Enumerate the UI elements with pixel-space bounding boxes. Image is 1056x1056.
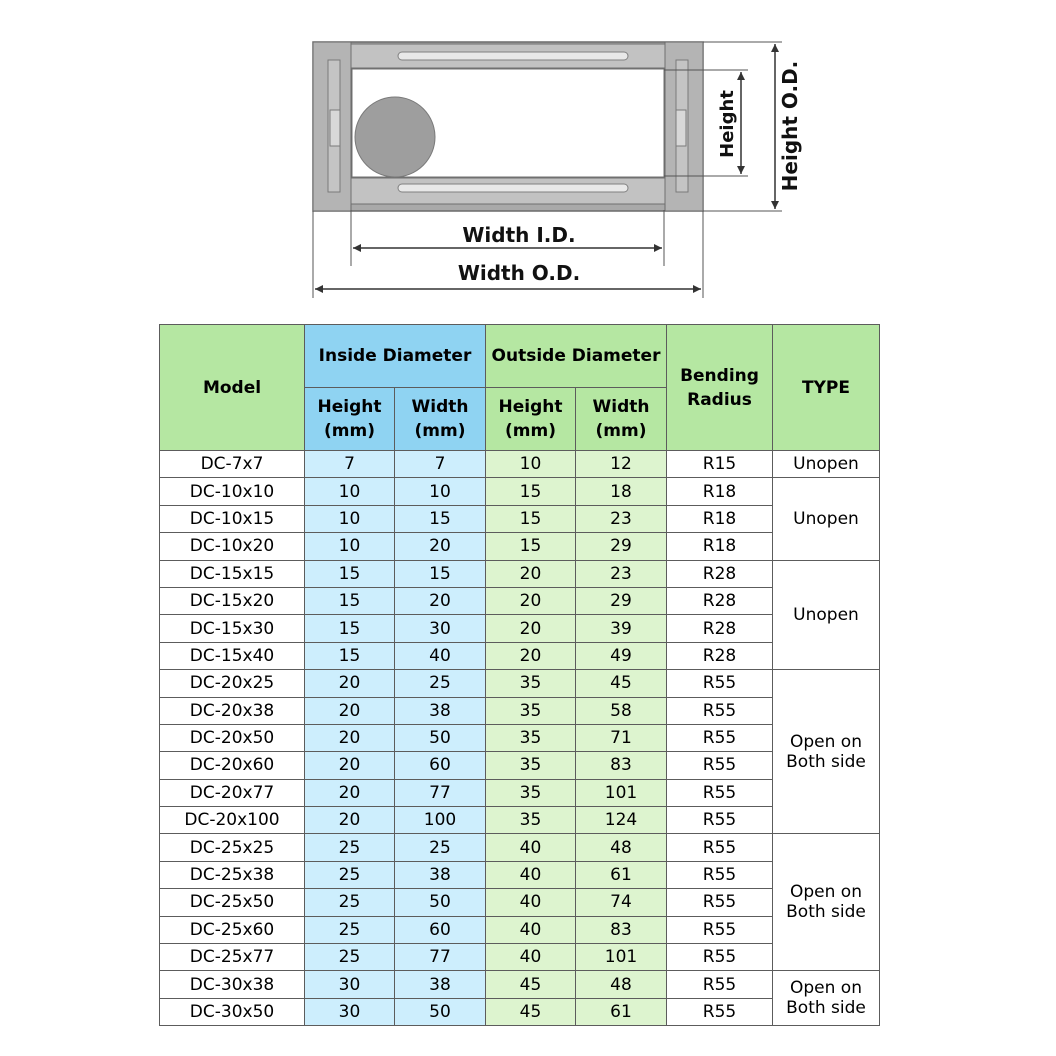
outside-height-cell: 40 [486,944,576,971]
model-cell: DC-15x20 [160,587,305,614]
outside-height-cell: 45 [486,998,576,1025]
bending-radius-cell: R18 [667,505,773,532]
outside-width-cell: 83 [576,916,667,943]
outside-height-cell: 40 [486,834,576,861]
bending-radius-cell: R55 [667,889,773,916]
bending-radius-cell: R28 [667,587,773,614]
inside-height-cell: 15 [305,642,395,669]
outside-height-cell: 15 [486,478,576,505]
outside-width-cell: 74 [576,889,667,916]
bending-radius-cell: R55 [667,670,773,697]
header-inside-width [395,388,486,451]
header-outside-height [486,388,576,451]
table-row [160,971,880,998]
inside-width-cell: 38 [395,971,486,998]
outside-width-cell: 39 [576,615,667,642]
model-cell: DC-20x100 [160,807,305,834]
header-bending-radius-line1: Bending [680,365,759,386]
model-cell: DC-10x10 [160,478,305,505]
type-line2: Both side [786,998,866,1019]
outside-height-cell: 35 [486,807,576,834]
model-cell: DC-20x25 [160,670,305,697]
outside-height-cell: 20 [486,615,576,642]
table-row [160,944,880,971]
bending-radius-cell: R28 [667,642,773,669]
type-line1: Open on [790,882,862,903]
inside-height-cell: 30 [305,998,395,1025]
inside-width-cell: 20 [395,587,486,614]
bending-radius-cell: R55 [667,724,773,751]
inside-width-cell: 100 [395,807,486,834]
header-inside-width-unit: (mm) [414,421,466,441]
outside-width-cell: 48 [576,834,667,861]
type-cell [773,834,880,971]
outside-height-cell: 20 [486,560,576,587]
outside-height-cell: 20 [486,587,576,614]
outside-width-cell: 23 [576,505,667,532]
header-bending-radius [667,325,773,451]
model-cell: DC-15x40 [160,642,305,669]
inside-height-cell: 20 [305,697,395,724]
model-cell: DC-20x60 [160,752,305,779]
inside-height-cell: 25 [305,916,395,943]
bending-radius-cell: R28 [667,615,773,642]
type-line2: Both side [786,902,866,923]
table-row [160,889,880,916]
inside-width-cell: 60 [395,752,486,779]
table-row [160,560,880,587]
header-outside-diameter: Outside Diameter [486,325,667,388]
outside-width-cell: 101 [576,944,667,971]
outside-width-cell: 124 [576,807,667,834]
bending-radius-cell: R55 [667,916,773,943]
inside-height-cell: 25 [305,944,395,971]
inside-width-cell: 50 [395,724,486,751]
outside-height-cell: 10 [486,451,576,478]
outside-width-cell: 45 [576,670,667,697]
outside-height-cell: 35 [486,752,576,779]
table-row [160,451,880,478]
header-outside-width-unit: (mm) [595,421,647,441]
header-outside-height-unit: (mm) [505,421,556,441]
table-row [160,916,880,943]
table-row [160,615,880,642]
height-od-label: Height O.D. [778,60,802,192]
outside-height-cell: 40 [486,916,576,943]
height-label: Height [717,90,738,158]
model-cell: DC-25x50 [160,889,305,916]
model-cell: DC-10x15 [160,505,305,532]
header-type: TYPE [773,325,880,451]
bending-radius-cell: R55 [667,998,773,1025]
bending-radius-cell: R55 [667,807,773,834]
inside-width-cell: 15 [395,560,486,587]
type-line1: Unopen [793,508,859,529]
inside-height-cell: 20 [305,670,395,697]
inside-width-cell: 20 [395,533,486,560]
header-outside-width [576,388,667,451]
header-bending-radius-line2: Radius [687,389,752,410]
outside-width-cell: 58 [576,697,667,724]
inside-height-cell: 15 [305,615,395,642]
model-cell: DC-25x60 [160,916,305,943]
model-cell: DC-30x38 [160,971,305,998]
outside-height-cell: 35 [486,779,576,806]
bending-radius-cell: R55 [667,697,773,724]
inside-width-cell: 7 [395,451,486,478]
header-inside-width-label: Width [411,397,469,417]
model-cell: DC-25x77 [160,944,305,971]
bending-radius-cell: R18 [667,533,773,560]
table-row [160,505,880,532]
inside-width-cell: 25 [395,834,486,861]
inside-height-cell: 20 [305,807,395,834]
inside-height-cell: 20 [305,724,395,751]
table-row [160,587,880,614]
model-cell: DC-25x25 [160,834,305,861]
table-row [160,861,880,888]
type-cell [773,670,880,834]
inside-height-cell: 7 [305,451,395,478]
inside-width-cell: 38 [395,697,486,724]
outside-width-cell: 18 [576,478,667,505]
inside-width-cell: 25 [395,670,486,697]
header-outside-width-label: Width [592,397,650,417]
table-row [160,834,880,861]
inside-height-cell: 25 [305,834,395,861]
outside-height-cell: 35 [486,697,576,724]
inside-width-cell: 77 [395,944,486,971]
outside-height-cell: 15 [486,505,576,532]
bending-radius-cell: R55 [667,944,773,971]
inside-width-cell: 10 [395,478,486,505]
table-row [160,697,880,724]
inside-width-cell: 38 [395,861,486,888]
inside-height-cell: 25 [305,889,395,916]
table-row [160,642,880,669]
inside-height-cell: 30 [305,971,395,998]
header-inside-height [305,388,395,451]
bending-radius-cell: R55 [667,834,773,861]
outside-height-cell: 45 [486,971,576,998]
outside-height-cell: 40 [486,861,576,888]
outside-height-cell: 35 [486,724,576,751]
width-id-label: Width I.D. [462,223,576,247]
outside-height-cell: 15 [486,533,576,560]
inside-width-cell: 77 [395,779,486,806]
outside-height-cell: 35 [486,670,576,697]
table-row [160,752,880,779]
model-cell: DC-30x50 [160,998,305,1025]
type-line2: Both side [786,751,866,772]
header-inside-diameter: Inside Diameter [305,325,486,388]
outside-width-cell: 48 [576,971,667,998]
inside-height-cell: 10 [305,533,395,560]
outside-width-cell: 71 [576,724,667,751]
outside-height-cell: 20 [486,642,576,669]
bending-radius-cell: R55 [667,779,773,806]
type-line1: Unopen [793,454,859,475]
type-cell [773,478,880,560]
bending-radius-cell: R28 [667,560,773,587]
bending-radius-cell: R55 [667,971,773,998]
outside-width-cell: 61 [576,998,667,1025]
outside-width-cell: 23 [576,560,667,587]
inside-height-cell: 20 [305,752,395,779]
type-line1: Unopen [793,604,859,625]
cable-chain-cross-section-diagram [0,0,1056,310]
bending-radius-cell: R55 [667,752,773,779]
model-cell: DC-10x20 [160,533,305,560]
inside-height-cell: 20 [305,779,395,806]
table-row [160,998,880,1025]
model-cell: DC-25x38 [160,861,305,888]
bending-radius-cell: R55 [667,861,773,888]
outside-width-cell: 101 [576,779,667,806]
model-cell: DC-15x30 [160,615,305,642]
inside-width-cell: 60 [395,916,486,943]
type-line1: Open on [790,978,862,999]
header-inside-height-unit: (mm) [324,421,375,441]
inside-height-cell: 15 [305,587,395,614]
table-row [160,478,880,505]
table-body [160,451,880,1026]
cable-circle [355,97,435,177]
type-cell [773,560,880,670]
type-cell [773,971,880,1026]
width-od-label: Width O.D. [457,261,581,285]
inside-width-cell: 50 [395,889,486,916]
model-cell: DC-15x15 [160,560,305,587]
table-row [160,670,880,697]
bending-radius-cell: R18 [667,478,773,505]
type-cell [773,451,880,478]
specification-table [159,324,880,1026]
inside-height-cell: 10 [305,505,395,532]
inside-height-cell: 15 [305,560,395,587]
inside-width-cell: 15 [395,505,486,532]
table-header [160,325,880,451]
outside-width-cell: 29 [576,533,667,560]
table-row [160,807,880,834]
header-model: Model [160,325,305,451]
header-outside-height-label: Height [498,397,563,417]
model-cell: DC-20x38 [160,697,305,724]
inside-height-cell: 25 [305,861,395,888]
inside-width-cell: 50 [395,998,486,1025]
table-row [160,533,880,560]
table-row [160,724,880,751]
header-inside-height-label: Height [317,397,382,417]
type-line1: Open on [790,731,862,752]
table-row [160,779,880,806]
outside-width-cell: 83 [576,752,667,779]
inside-width-cell: 40 [395,642,486,669]
outside-width-cell: 29 [576,587,667,614]
model-cell: DC-7x7 [160,451,305,478]
model-cell: DC-20x50 [160,724,305,751]
inside-height-cell: 10 [305,478,395,505]
inside-width-cell: 30 [395,615,486,642]
model-cell: DC-20x77 [160,779,305,806]
bending-radius-cell: R15 [667,451,773,478]
outside-width-cell: 61 [576,861,667,888]
outside-height-cell: 40 [486,889,576,916]
outside-width-cell: 12 [576,451,667,478]
outside-width-cell: 49 [576,642,667,669]
